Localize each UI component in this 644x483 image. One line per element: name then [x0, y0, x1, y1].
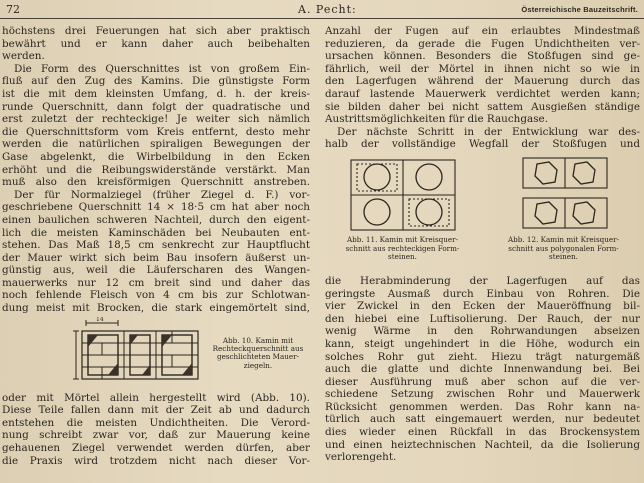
text-line: noch fehlende Fleisch von 4 cm bis zur Schlotwan-: [2, 289, 310, 302]
text-line: ist die mit dem kleinsten Umfang, d. h. der kreis-: [2, 87, 310, 100]
text-line: günstig aus, weil die Läuferscharen des Wangen-: [2, 264, 310, 277]
running-header: [0, 0, 644, 22]
figure-10-drawing: [72, 317, 207, 387]
text-line: die Herabminderung der Lagerfugen auf das: [325, 274, 640, 287]
left-text-lower: [2, 392, 310, 468]
text-line: verlorengeht.: [325, 451, 397, 464]
text-line: bewährt und er kann daher auch beibehalten: [2, 37, 310, 50]
page-number: 72: [6, 3, 20, 16]
header-rule: [0, 18, 644, 19]
text-line: halb der vollständige Wegfall der Stoßfugen und: [325, 138, 640, 151]
text-line: geschriebene Querschnitt 14 × 18·5 cm hat aber noch: [2, 201, 310, 214]
text-line: und einen heiztechnischen Nachteil, da die Isolierung: [325, 438, 640, 451]
text-line: dies wieder einen Rückfall in das Brockensystem: [325, 426, 640, 439]
figure-10: [2, 317, 310, 389]
text-line: Diese Teile fallen dann mit der Zeit ab und dadurch: [2, 404, 310, 417]
text-line: sie bilden daher bei nicht sattem Ausgießen ständige: [325, 100, 640, 113]
text-line: vier Zwickel in den Ecken der Maueröffnung bil-: [325, 300, 640, 313]
text-line: geringste Ausmaß durch Einbau von Rohren. Die: [325, 287, 640, 300]
text-line: gehauenen Ziegel verwendet werden dürfen, aber: [2, 442, 310, 455]
text-line: werden.: [2, 50, 45, 63]
text-line: Die Form des Querschnittes ist von großem Ein-: [14, 62, 310, 75]
figure-12-drawing: [517, 154, 613, 234]
left-column: [2, 25, 310, 467]
text-line: den Lagerfugen während der Mauerung durch das: [325, 75, 640, 88]
text-line: wenig Wärme in den Rohrwandungen abseizen: [325, 325, 640, 338]
text-line: stehen. Das Maß 18,5 cm senkrecht zur Hauptflucht: [2, 239, 310, 252]
text-line: den hiebei eine Luftisolierung. Der Rauch, der nur: [325, 312, 640, 325]
text-line: runde Querschnitt, dann folgt der quadratische und: [2, 100, 310, 113]
figure-11: [325, 152, 480, 273]
figure-12-caption: Abb. 12. Kamin mit Kreisquer- schnitt aus polygonalen Form- steinen.: [507, 234, 620, 262]
text-line: dieser Ausführung muß aber schon auf die ver-: [325, 375, 640, 388]
text-line: ursachen können. Besonders die Stoßfugen sind ge-: [325, 50, 640, 63]
author-name: A. Pecht:: [298, 3, 357, 16]
figure-12: [487, 152, 640, 273]
text-line: fährlich, weil der Mörtel in ihnen nicht so wie in: [325, 62, 640, 75]
text-line: werden die natürlichen spiraligen Bewegungen der: [2, 138, 310, 151]
text-line: mauerwerks nur 12 cm breit sind und daher das: [2, 276, 310, 289]
text-line: Der für Normalziegel (früher Ziegel d. F.) vor-: [14, 188, 310, 201]
text-line: reduzieren, da gerade die Fugen Undichtheiten ver-: [325, 37, 640, 50]
text-line: Austrittsmöglichkeiten für die Rauchgase.: [325, 113, 549, 126]
text-line: die Querschnittsform vom Kreis entfernt, desto mehr: [2, 125, 310, 138]
figures-11-12: [325, 152, 640, 273]
journal-title: Österreichische Bauzeitschrift.: [521, 5, 638, 14]
text-line: schiedene Setzung zwischen Rohr und Mauerwerk: [325, 388, 640, 401]
figure-11-caption: Abb. 11. Kamin mit Kreisquer- schnitt aus rechteckigen Form- steinen.: [345, 234, 460, 262]
figure-10-caption: Abb. 10. Kamin mit Rechteckquerschnitt aus geschlichteten Mauer- ziegeln.: [212, 335, 304, 370]
text-line: Gase abgelenkt, die Wirbelbildung in den Ecken: [2, 150, 310, 163]
figure-10-dimension: 14: [96, 316, 104, 323]
text-line: erst zuletzt der rechteckige! Je weiter sich nämlich: [2, 113, 310, 126]
text-line: entstehen die meisten Undichtheiten. Die Verord-: [2, 416, 310, 429]
text-line: der Mauer wirkt sich beim Bau insofern äußerst un-: [2, 251, 310, 264]
text-line: oder mit Mörtel allein hergestellt wird (Abb. 10).: [2, 391, 310, 404]
text-line: türlich auch satt eingemauert werden, nur bedeutet: [325, 413, 640, 426]
text-line: solches Rohr gut zieht. Hiezu trägt naturgemäß: [325, 350, 640, 363]
right-column: [325, 25, 640, 464]
figure-11-drawing: [347, 156, 459, 234]
text-line: fluß auf den Zug des Kamins. Die günstigste Form: [2, 75, 310, 88]
right-text-lower: [325, 275, 640, 464]
text-line: Anzahl der Fugen auf ein erlaubtes Mindestmaß: [325, 25, 640, 37]
text-line: Der nächste Schritt in der Entwicklung war des-: [337, 125, 640, 138]
text-line: auch die glatte und dichte Innenwandung bei. Bei: [325, 363, 640, 376]
text-line: Rücksicht genommen werden. Das Rohr kann na-: [325, 400, 640, 413]
text-line: einen baulichen schweren Nachteil, durch den eigent-: [2, 213, 310, 226]
left-text-upper: [2, 25, 310, 315]
text-line: dung meist mit Brocken, die stark eingemörtelt sind,: [2, 302, 310, 315]
text-line: höchstens drei Feuerungen hat sich aber praktisch: [2, 25, 310, 37]
text-line: nung schreibt zwar vor, daß zur Mauerung keine: [2, 429, 310, 442]
text-line: erhöht und die Reibungswiderstände verstärkt. Man: [2, 163, 310, 176]
text-line: die Praxis wird trotzdem nicht nach dieser Vor-: [2, 454, 310, 467]
text-line: kann, steigt ungehindert in die Höhe, wodurch ein: [325, 337, 640, 350]
text-line: darauf lastende Mauerwerk verdichtet werden kann;: [325, 87, 640, 100]
right-text-upper: [325, 25, 640, 151]
text-line: muß also den kreisförmigen Querschnitt anstreben.: [2, 176, 310, 189]
text-line: lich die meisten Kaminschäden bei Neubauten ent-: [2, 226, 310, 239]
